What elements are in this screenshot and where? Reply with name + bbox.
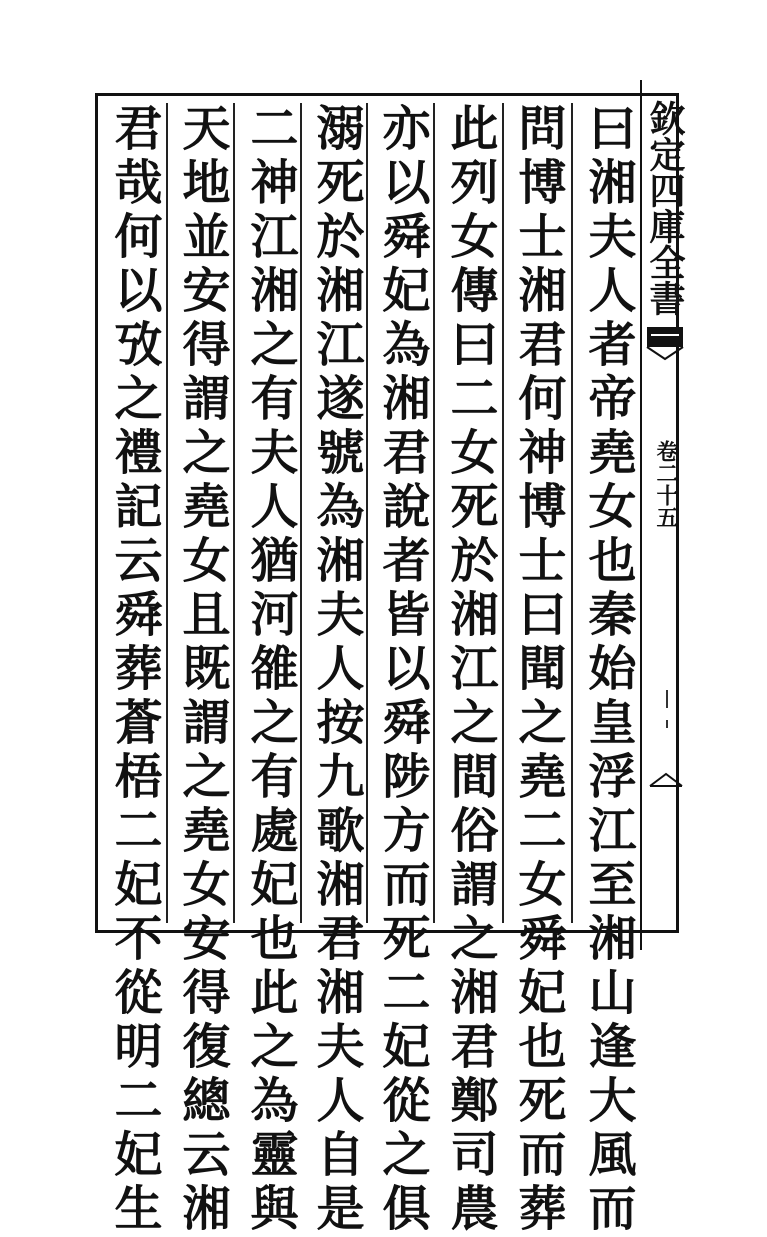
- text-column-7: [172, 103, 232, 1237]
- volume-label: [651, 440, 681, 580]
- column-rule: [433, 103, 435, 923]
- text-column-8: [104, 103, 164, 1237]
- book-title: [645, 100, 685, 330]
- column-rule: [366, 103, 368, 923]
- column-text: 此列女傳曰二女死於湘江之間俗謂之湘君鄭司農: [442, 103, 498, 1237]
- bottom-fishtail-icon: [648, 770, 684, 788]
- text-column-6: [240, 103, 300, 1237]
- column-rule: [300, 103, 302, 923]
- margin-marks-icon: [658, 690, 678, 810]
- column-rule: [233, 103, 235, 923]
- text-column-3: [440, 103, 500, 1237]
- column-text: 溺死於湘江遂號為湘夫人按九歌湘君湘夫人自是: [308, 103, 364, 1237]
- fishtail-mark-icon: [645, 325, 685, 365]
- book-title-text: 欽定四庫全書: [644, 100, 686, 316]
- column-text: 天地並安得謂之堯女且既謂之堯女安得復總云湘: [174, 103, 230, 1237]
- text-column-1: [578, 103, 638, 1237]
- column-text: 亦以舜妃為湘君說者皆以舜陟方而死二妃從之俱: [374, 103, 430, 1237]
- column-text: 君哉何以攷之禮記云舜葬蒼梧二妃不從明二妃生: [106, 103, 162, 1237]
- column-rule: [571, 103, 573, 923]
- volume-label-text: 卷二十五: [653, 440, 679, 528]
- text-column-2: [508, 103, 568, 1237]
- column-text: 二神江湘之有夫人猶河雒之有處妃也此之為靈與: [242, 103, 298, 1237]
- column-rule: [502, 103, 504, 923]
- text-column-5: [306, 103, 366, 1237]
- column-text: 曰湘夫人者帝堯女也秦始皇浮江至湘山逢大風而: [580, 103, 636, 1237]
- text-column-4: [372, 103, 432, 1237]
- column-rule: [166, 103, 168, 923]
- column-text: 問博士湘君何神博士曰聞之堯二女舜妃也死而葬: [510, 103, 566, 1237]
